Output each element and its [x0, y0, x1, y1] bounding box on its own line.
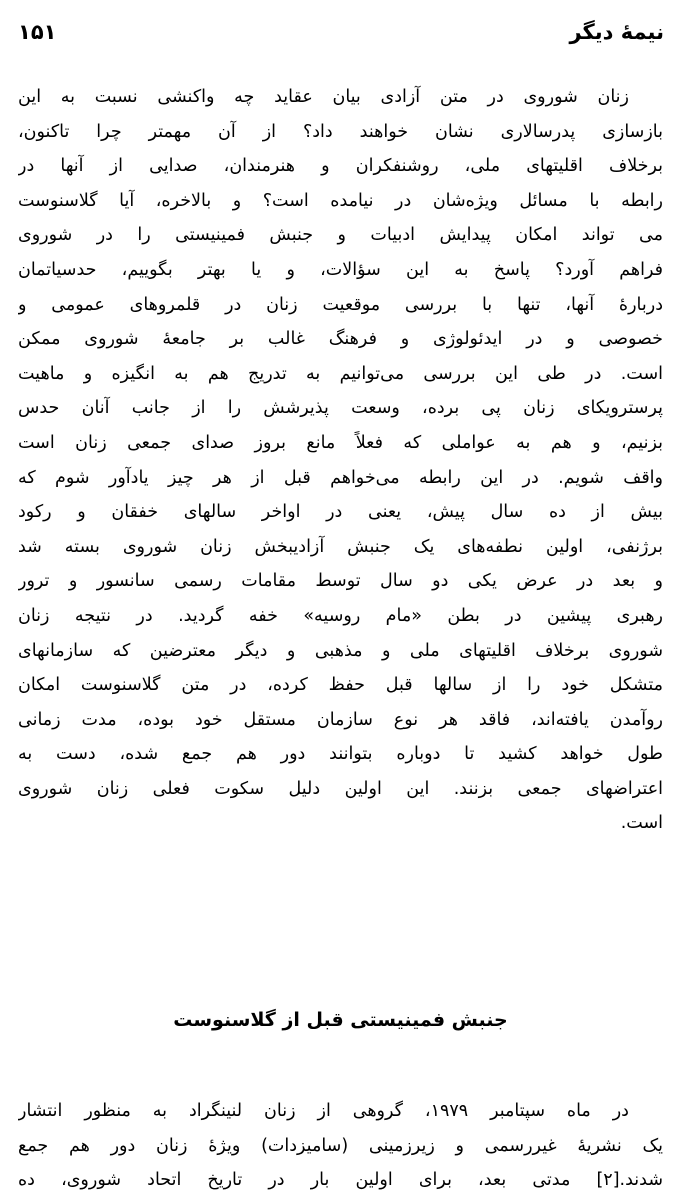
text-line: پرسترویکای زنان پی برده، وسعت پذیرشش را از جانب آنان حدس	[18, 398, 663, 419]
text-line: شدند.[۲] مدتی بعد، برای اولین بار در تاریخ اتحاد شوروی، ده	[18, 1170, 663, 1191]
text-line: متشکل خود را از سالها قبل حفظ کرده، در متن گلاسنوست امکان	[18, 675, 663, 696]
text-line: می تواند امکان پیدایش ادبیات و جنبش فمینیستی را در شوروی	[18, 225, 663, 246]
text-line: در ماه سپتامبر ۱۹۷۹، گروهی از زنان لنینگراد به منظور انتشار	[18, 1101, 629, 1121]
text-line: روآمدن یافته‌اند، فاقد هر نوع سازمان مستقل خود بوده، مدت زمانی	[18, 709, 663, 730]
text-line: طول خواهد کشید تا دوباره بتوانند دور هم جمع شده، دست به	[18, 744, 663, 765]
text-line: زنان شوروی در متن آزادی بیان عقاید چه واکنشی نسبت به این	[18, 87, 629, 107]
text-line: بزنیم، و هم به عواملی که فعلاً مانع بروز صدای جمعی زنان است	[18, 432, 663, 453]
text-line: اعتراضهای جمعی بزنند. این اولین دلیل سکوت فعلی زنان شوروی	[18, 778, 663, 799]
running-title: نیمهٔ دیگر	[569, 20, 664, 44]
text-line: دربارهٔ آنها، تنها با بررسی موقعیت زنان در قلمروهای عمومی و	[18, 294, 663, 315]
text-line: برژنفی، اولین نطفه‌های یک جنبش آزادیبخش زنان شوروی بسته شد	[18, 536, 663, 557]
body-paragraph	[18, 80, 663, 841]
section-heading: جنبش فمینیستی قبل از گلاسنوست	[173, 1009, 508, 1031]
body-paragraph	[18, 1094, 663, 1198]
text-line: است. در طی این بررسی می‌توانیم به تدریج هم به انگیزه و ماهیت	[18, 363, 663, 384]
text-line: رابطه با مسائل ویژه‌شان در نیامده است؟ و بالاخره، آیا گلاسنوست	[18, 190, 663, 211]
text-line: برخلاف اقلیتهای ملی، روشنفکران و هنرمندان، صدایی از آنها در	[18, 156, 663, 177]
text-line: بازسازی پدرسالاری نشان خواهند داد؟ از آن مهمتر چرا تاکنون،	[18, 121, 663, 142]
text-line: رهبری پیشین در بطن «مام روسیه» خفه گردید. در نتیجه زنان	[18, 605, 663, 626]
text-line: واقف شویم. در این رابطه می‌خواهم قبل از هر چیز یادآور شوم که	[18, 467, 663, 488]
text-line: بیش از ده سال پیش، یعنی در اواخر سالهای خفقان و رکود	[18, 502, 663, 523]
text-line: است.	[620, 813, 663, 834]
text-line: خصوصی و در ایدئولوژی و فرهنگ غالب بر جامعهٔ شوروی ممکن	[18, 329, 663, 350]
text-line: فراهم آورد؟ پاسخ به این سؤالات، و یا بهتر بگوییم، حدسیاتمان	[18, 259, 663, 280]
text-line: و بعد در عرض یکی دو سال توسط مقامات رسمی سانسور و ترور	[18, 571, 663, 592]
page-number: ۱۵۱	[18, 20, 57, 44]
text-line: شوروی برخلاف اقلیتهای ملی و مذهبی و دیگر معترضین که سازمانهای	[18, 640, 663, 661]
text-line: یک نشریهٔ غیررسمی و زیرزمینی (سامیزدات) ویژهٔ زنان دور هم جمع	[18, 1135, 663, 1156]
page-header	[18, 14, 664, 50]
